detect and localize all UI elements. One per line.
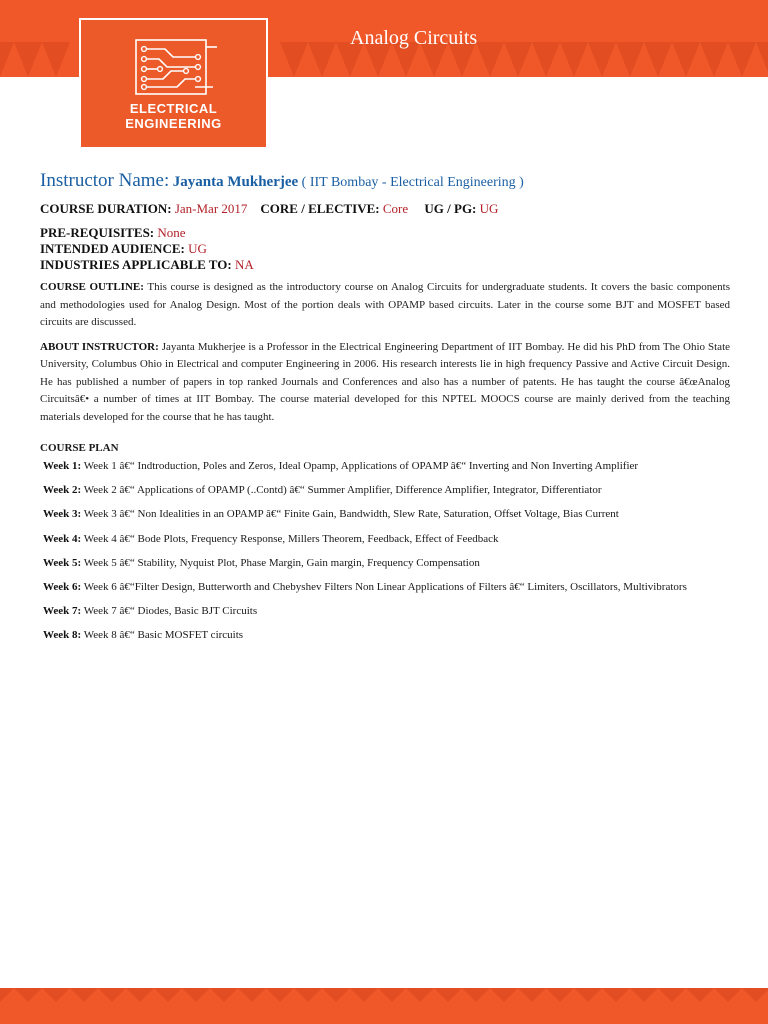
decor-triangle xyxy=(756,42,768,77)
decor-triangle xyxy=(238,988,266,1002)
logo-text-line2: ENGINEERING xyxy=(125,116,222,131)
week-label: Week 8: xyxy=(43,629,82,642)
decor-triangle xyxy=(350,988,378,1002)
week-item xyxy=(40,454,730,478)
decor-triangle xyxy=(0,42,14,77)
week-list xyxy=(40,454,730,648)
department-logo xyxy=(79,18,268,149)
ug-pg-label: UG / PG: xyxy=(424,201,477,216)
instructor-label: Instructor Name: xyxy=(40,170,170,191)
audience-row xyxy=(40,241,730,257)
week-item xyxy=(40,575,730,599)
logo-text-line1: ELECTRICAL xyxy=(129,101,218,116)
week-label: Week 4: xyxy=(43,532,82,545)
decor-triangle xyxy=(14,42,42,77)
audience-value: UG xyxy=(188,241,207,256)
decor-triangle xyxy=(406,988,434,1002)
week-topic: Week 3 â€“ Non Idealities in an OPAMP â€“ Finite Gain, Bandwidth, Slew Rate, Saturation, Offset Voltage, Bias Current xyxy=(83,508,619,521)
decor-triangle xyxy=(42,42,70,77)
instructor-line xyxy=(40,170,730,192)
decor-triangle xyxy=(742,988,768,1002)
duration-label: COURSE DURATION: xyxy=(40,201,172,216)
decor-triangle xyxy=(532,42,560,77)
separator: - xyxy=(381,175,387,190)
week-topic: Week 6 â€“Filter Design, Butterworth and Chebyshev Filters Non Linear Applications of Filters â€“ Limiters, Oscillators, Multivibrators xyxy=(83,581,687,594)
course-meta-row xyxy=(40,201,730,217)
decor-triangle xyxy=(322,988,350,1002)
decor-triangle xyxy=(434,988,462,1002)
decor-triangle xyxy=(672,42,700,77)
decor-triangle xyxy=(266,988,294,1002)
duration-value: Jan-Mar 2017 xyxy=(174,201,248,216)
decor-triangle xyxy=(126,988,154,1002)
decor-triangle xyxy=(490,988,518,1002)
decor-triangle xyxy=(602,988,630,1002)
week-topic: Week 1 â€“ Indtroduction, Poles and Zeros, Ideal Opamp, Applications of OPAMP â€“ Inverting and Non Inverting Amplifier xyxy=(83,460,639,472)
decor-triangle xyxy=(308,42,336,77)
ug-pg-value: UG xyxy=(479,201,499,216)
about-instructor-label: ABOUT INSTRUCTOR: xyxy=(40,340,159,353)
week-item xyxy=(40,623,730,647)
department-name: Electrical Engineering xyxy=(390,175,516,190)
week-label: Week 1: xyxy=(43,460,82,472)
decor-triangle xyxy=(518,988,546,1002)
decor-triangle xyxy=(210,988,238,1002)
decor-triangle xyxy=(630,988,658,1002)
prerequisites-value: None xyxy=(157,225,186,240)
course-outline-text: This course is designed as the introductory course on Analog Circuits for undergraduate students. It covers the basic components and methodologies used for Analog Design. Most of the portion deals with OPAMP based circuits. Later in the course some BJT and MOSFET based circuits are discussed. xyxy=(40,281,730,328)
decor-triangle xyxy=(14,988,42,1002)
decor-triangle xyxy=(658,988,686,1002)
decor-triangle xyxy=(98,988,126,1002)
about-instructor xyxy=(40,339,730,427)
decor-triangle xyxy=(0,988,14,1002)
industries-value: NA xyxy=(234,257,254,272)
course-outline xyxy=(40,279,730,332)
week-item xyxy=(40,502,730,526)
decor-triangle xyxy=(378,988,406,1002)
prerequisites-label: PRE-REQUISITES: xyxy=(40,225,155,240)
instructor-name: Jayanta Mukherjee xyxy=(172,174,299,190)
prerequisites-row xyxy=(40,225,730,241)
industries-label: INDUSTRIES APPLICABLE TO: xyxy=(40,257,232,272)
week-topic: Week 7 â€“ Diodes, Basic BJT Circuits xyxy=(83,605,258,618)
page-title: Analog Circuits xyxy=(350,27,478,49)
decor-triangle xyxy=(686,988,714,1002)
footer-band xyxy=(0,988,768,1024)
decor-triangle xyxy=(504,42,532,77)
week-label: Week 3: xyxy=(43,508,82,521)
week-item xyxy=(40,599,730,623)
decor-triangle xyxy=(714,988,742,1002)
decor-triangle xyxy=(616,42,644,77)
audience-label: INTENDED AUDIENCE: xyxy=(40,241,185,256)
decor-triangle xyxy=(700,42,728,77)
decor-triangle xyxy=(42,988,70,1002)
decor-triangle xyxy=(462,988,490,1002)
course-outline-label: COURSE OUTLINE: xyxy=(40,281,144,293)
course-details xyxy=(40,170,730,648)
course-plan-heading: COURSE PLAN xyxy=(40,442,119,454)
decor-triangle xyxy=(574,988,602,1002)
decor-triangle xyxy=(182,988,210,1002)
decor-triangle xyxy=(280,42,308,77)
about-instructor-text: Jayanta Mukherjee is a Professor in the Electrical Engineering Department of IIT Bombay. He did his PhD from The Ohio State University, Columbus Ohio in Electrical and computer Engineering in 2006. His research interests lie in high frequency Passive and Active Circuit Design. He has published a number of papers in top ranked Journals and Conferences and also has a number of patents. He has taught the course â€œAnalog Circuitsâ€• a number of times at IIT Bombay. The course material developed for this NPTEL MOOCS course are mainly derived from the teaching materials developed for the course that he has taught. xyxy=(40,340,731,423)
week-topic: Week 5 â€“ Stability, Nyquist Plot, Phase Margin, Gain margin, Frequency Compensation xyxy=(83,556,480,569)
decor-triangle xyxy=(644,42,672,77)
close-paren: ) xyxy=(519,175,524,190)
circuit-board-icon xyxy=(133,37,219,97)
week-topic: Week 4 â€“ Bode Plots, Frequency Response, Millers Theorem, Feedback, Effect of Feedback xyxy=(83,532,499,545)
week-label: Week 6: xyxy=(43,581,82,594)
decor-triangle xyxy=(476,42,504,77)
decor-triangle xyxy=(728,42,756,77)
industries-row xyxy=(40,257,730,273)
week-label: Week 7: xyxy=(43,605,82,618)
week-label: Week 5: xyxy=(43,556,82,569)
week-item xyxy=(40,527,730,551)
institute-name: IIT Bombay xyxy=(309,175,379,190)
week-topic: Week 8 â€“ Basic MOSFET circuits xyxy=(83,629,244,642)
core-elective-label: CORE / ELECTIVE: xyxy=(260,201,380,216)
decor-triangle xyxy=(546,988,574,1002)
week-item xyxy=(40,478,730,502)
decor-triangle xyxy=(154,988,182,1002)
decor-triangle xyxy=(294,988,322,1002)
week-item xyxy=(40,551,730,575)
week-label: Week 2: xyxy=(43,484,82,497)
week-topic: Week 2 â€“ Applications of OPAMP (..Contd) â€“ Summer Amplifier, Difference Amplifier, Integrator, Differentiator xyxy=(83,484,602,497)
decor-triangle xyxy=(560,42,588,77)
decor-triangle xyxy=(70,988,98,1002)
core-elective-value: Core xyxy=(382,201,409,216)
decor-triangle xyxy=(588,42,616,77)
open-paren: ( xyxy=(301,175,307,190)
